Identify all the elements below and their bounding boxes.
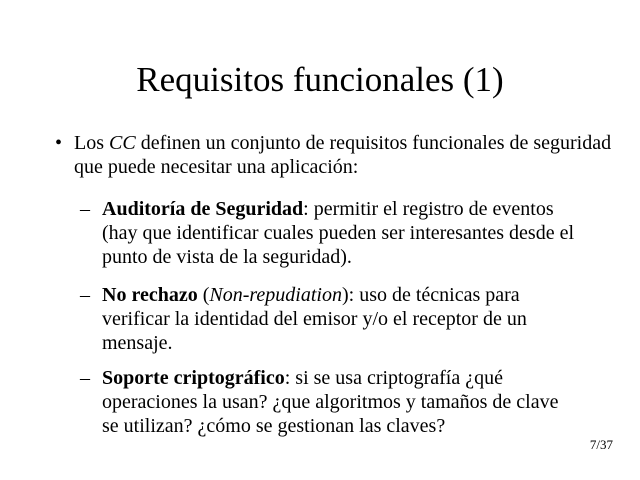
bullet-cc-term: CC bbox=[109, 132, 136, 154]
bullet-item bbox=[55, 131, 615, 179]
sub-marker: – bbox=[80, 367, 90, 389]
subitem-heading: Soporte criptográfico bbox=[102, 367, 285, 389]
slide-title: Requisitos funcionales (1) bbox=[136, 60, 504, 99]
subitem-body: ): uso de técnicas para verificar la identidad del emisor y/o el receptor de un mensaje. bbox=[102, 284, 527, 354]
bullet-prefix: Los bbox=[74, 132, 109, 154]
subitem-text bbox=[102, 197, 580, 269]
subitem-soporte-criptografico bbox=[80, 366, 580, 438]
subitem-body: : permitir el registro de eventos (hay que identificar cuales pueden ser interesantes desde el punto de vista de la seguridad). bbox=[102, 198, 575, 268]
subitem-text bbox=[102, 283, 580, 355]
subitem-text bbox=[102, 366, 580, 438]
sub-marker: – bbox=[80, 284, 90, 306]
subitem-auditoria bbox=[80, 197, 580, 269]
subitem-body: : si se usa criptografía ¿qué operaciones la usan? ¿que algoritmos y tamaños de clave se utilizan? ¿cómo se gestionan las claves? bbox=[102, 367, 559, 437]
page-number: 7/37 bbox=[589, 437, 613, 452]
subitem-heading: No rechazo bbox=[102, 284, 198, 306]
sub-marker: – bbox=[80, 198, 90, 220]
subitem-english-term: Non-repudiation bbox=[209, 284, 342, 306]
subitem-heading: Auditoría de Seguridad bbox=[102, 198, 304, 220]
subitem-no-rechazo bbox=[80, 283, 580, 355]
subitem-paren: ( bbox=[197, 284, 210, 306]
bullet-marker: • bbox=[55, 132, 63, 154]
bullet-suffix: definen un conjunto de requisitos funcionales de seguridad que puede necesitar una aplicación: bbox=[74, 132, 612, 178]
bullet-text bbox=[74, 131, 615, 179]
